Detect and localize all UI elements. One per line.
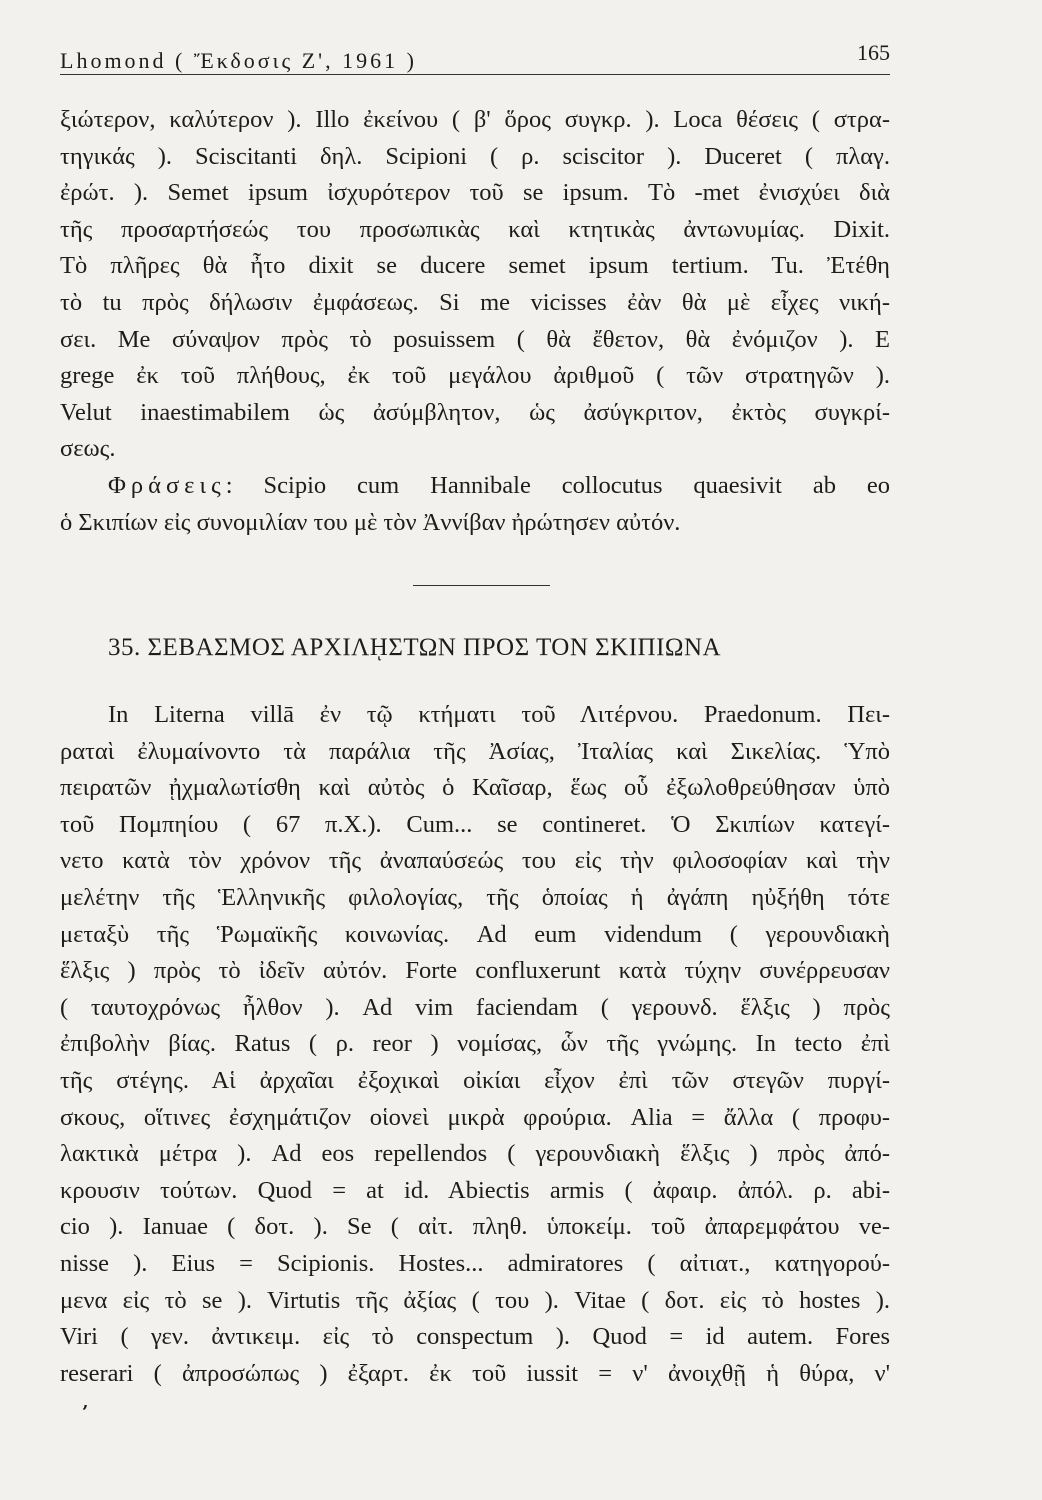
text-line: σει. Me σύναψον πρὸς τὸ posuissem ( θὰ ἔθετον, θὰ ἐνόμιζον ). E [60, 325, 890, 353]
phrases-label: Φράσεις [108, 472, 226, 499]
text-line: μελέτην τῆς Ἑλληνικῆς φιλολογίας, τῆς ὁποίας ἡ ἀγάπη ηὐξήθη τότε [60, 883, 890, 911]
phrases-translation: ὁ Σκιπίων εἰς συνομιλίαν του μὲ τὸν Ἀννίβαν ἠρώτησεν αὐτόν. [60, 508, 681, 536]
text-line: λακτικὰ μέτρα ). Ad eos repellendos ( γερουνδιακὴ ἕλξις ) πρὸς ἀπό- [60, 1140, 890, 1168]
text-line: ἐπιβολὴν βίας. Ratus ( ρ. reor ) νομίσας, ὧν τῆς γνώμης. In tecto ἐπὶ [60, 1030, 890, 1058]
text-line: ἐρώτ. ). Semet ipsum ἰσχυρότερον τοῦ se ipsum. Τὸ -met ἐνισχύει διὰ [60, 179, 890, 207]
text-line: σκους, οἵτινες ἐσχημάτιζον οἱονεὶ μικρὰ φρούρια. Alia = ἄλλα ( προφυ- [60, 1103, 890, 1131]
text-line: τηγικάς ). Sciscitanti δηλ. Scipioni ( ρ. sciscitor ). Duceret ( πλαγ. [60, 142, 890, 170]
text-line: In Literna villā ἐν τῷ κτήματι τοῦ Λιτέρνου. Praedonum. Πει- [108, 701, 890, 728]
text-line: Τὸ πλῆρες θὰ ἦτο dixit se ducere semet ipsum tertium. Tu. Ἐτέθη [60, 252, 890, 280]
phrases-paragraph [60, 468, 890, 541]
text-line: μενα εἰς τὸ se ). Virtutis τῆς ἀξίας ( του ). Vitae ( δοτ. εἰς τὸ hostes ). [60, 1286, 890, 1314]
running-head [60, 40, 890, 75]
text-line: σεως. [60, 435, 116, 463]
section-divider [413, 585, 550, 586]
text-line: τοῦ Πομπηίου ( 67 π.Χ.). Cum... se contineret. Ὁ Σκιπίων κατεγί- [60, 810, 890, 838]
text-line: reserari ( ἀπροσώπως ) ἐξαρτ. ἐκ τοῦ iussit = ν' ἀνοιχθῇ ἡ θύρα, ν' [60, 1359, 890, 1387]
text-line: ξιώτερον, καλύτερον ). Illo ἐκείνου ( β' ὅρος συγκρ. ). Loca θέσεις ( στρα- [60, 106, 890, 133]
phrases-latin: : Scipio cum Hannibale collocutus quaesivit ab eo [225, 472, 890, 499]
text-line: Velut inaestimabilem ὡς ἀσύμβλητον, ὡς ἀσύγκριτον, ἐκτὸς συγκρί- [60, 398, 890, 426]
text-line: τῆς στέγης. Αἱ ἀρχαῖαι ἐξοχικαὶ οἰκίαι εἶχον ἐπὶ τῶν στεγῶν πυργί- [60, 1066, 890, 1094]
text-line: ( ταυτοχρόνως ἦλθον ). Ad vim faciendam ( γερουνδ. ἕλξις ) πρὸς [60, 993, 890, 1021]
ink-mark: ’ [82, 1402, 89, 1423]
text-line: μεταξὺ τῆς Ῥωμαϊκῆς κοινωνίας. Ad eum videndum ( γερουνδιακὴ [60, 920, 890, 948]
text-line: Viri ( γεν. ἀντικειμ. εἰς τὸ conspectum ). Quod = id autem. Fores [60, 1323, 890, 1351]
text-line: nisse ). Eius = Scipionis. Hostes... admiratores ( αἰτιατ., κατηγορού- [60, 1249, 890, 1277]
notes-paragraph [60, 102, 890, 468]
phrases-line [60, 468, 890, 505]
text-line: κρουσιν τούτων. Quod = at id. Abiectis armis ( ἀφαιρ. ἀπόλ. ρ. abi- [60, 1176, 890, 1204]
running-head-title: Lhomond ( Ἔκδοσις Ζ', 1961 ) [60, 48, 417, 73]
text-line: τὸ tu πρὸς δήλωσιν ἐμφάσεως. Si me vicisses ἐὰν θὰ μὲ εἶχες νική- [60, 288, 890, 316]
text-line: νετο κατὰ τὸν χρόνον τῆς ἀναπαύσεώς του εἰς τὴν φιλοσοφίαν καὶ τὴν [60, 847, 890, 875]
text-line: ραταὶ ἐλυμαίνοντο τὰ παράλια τῆς Ἀσίας, Ἰταλίας καὶ Σικελίας. Ὑπὸ [60, 737, 890, 765]
section-heading: 35. ΣΕΒΑΣΜΟΣ ΑΡΧΙΛῌΣΤΩΝ ΠΡΟΣ ΤΟΝ ΣΚΙΠΙΩΝΑ [108, 634, 722, 661]
body-paragraph [60, 697, 890, 1392]
page-number: 165 [857, 40, 890, 65]
text-line: πειρατῶν ᾐχμαλωτίσθη καὶ αὐτὸς ὁ Καῖσαρ, ἕως οὗ ἐξωλοθρεύθησαν ὑπὸ [60, 774, 890, 802]
text-line: grege ἐκ τοῦ πλήθους, ἐκ τοῦ μεγάλου ἀριθμοῦ ( τῶν στρατηγῶν ). [60, 362, 890, 390]
text-line: cio ). Ianuae ( δοτ. ). Se ( αἰτ. πληθ. ὑποκείμ. τοῦ ἀπαρεμφάτου ve- [60, 1213, 890, 1241]
text-line: ἕλξις ) πρὸς τὸ ἰδεῖν αὐτόν. Forte confluxerunt κατὰ τύχην συνέρρευσαν [60, 957, 890, 985]
text-line: τῆς προσαρτήσεώς του προσωπικὰς καὶ κτητικὰς ἀντωνυμίας. Dixit. [60, 215, 890, 243]
